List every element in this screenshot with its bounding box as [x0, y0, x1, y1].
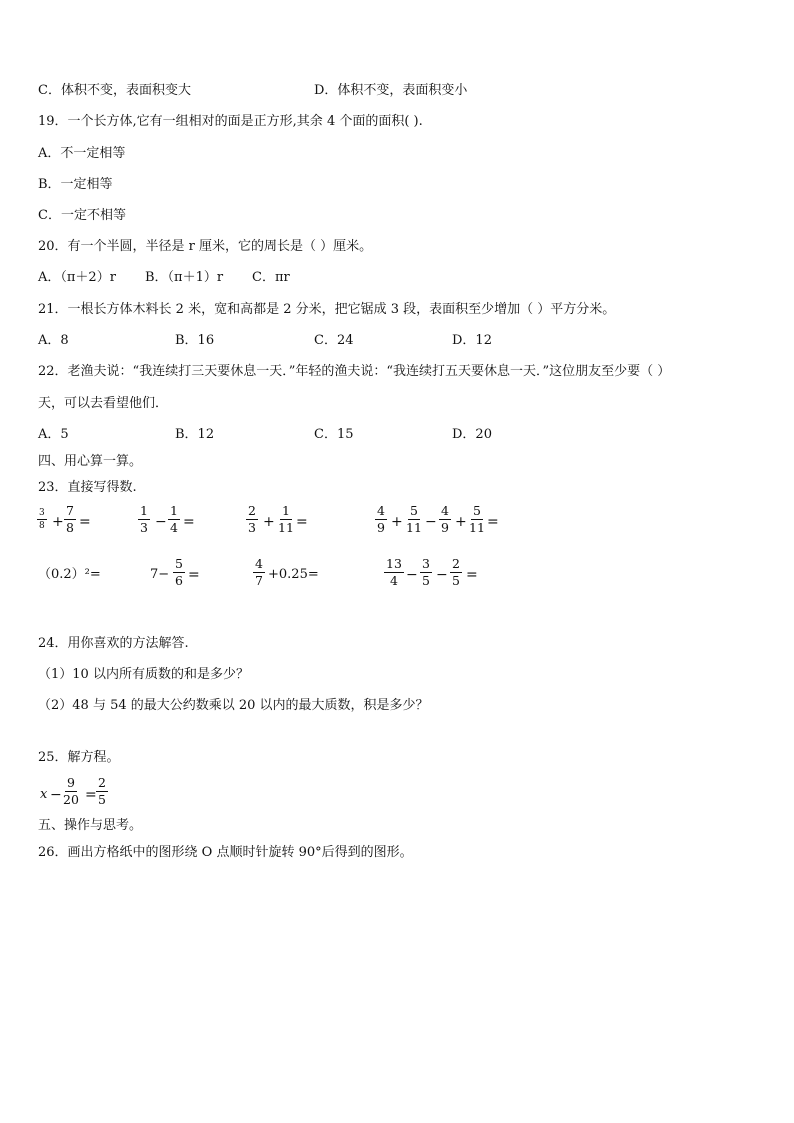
q20-option-c: C．πr [252, 270, 290, 285]
q26-stem: 26．画出方格纸中的图形绕 O 点顺时针旋转 90°后得到的图形。 [38, 845, 413, 860]
q19-option-b: B．一定相等 [38, 177, 113, 192]
minus-sign: − [425, 514, 437, 530]
frac-7-8: $\frac{7}{8}$ [66, 503, 74, 535]
q22-option-d: D．20 [452, 427, 492, 442]
q18-option-c: C．体积不变，表面积变大 [38, 83, 191, 98]
plus-sign: + [52, 514, 64, 530]
frac-9-20: $\frac{9}{20}$ [63, 775, 79, 807]
minus-sign: − [406, 567, 418, 583]
q21-option-a: A．8 [38, 333, 69, 348]
frac-1-4: $\frac{1}{4}$ [170, 503, 178, 535]
frac-3-5: $\frac{3}{5}$ [422, 556, 430, 588]
frac-2-5: $\frac{2}{5}$ [98, 775, 106, 807]
q24-part-2: （2）48 与 54 的最大公约数乘以 20 以内的最大质数，积是多少？ [38, 698, 429, 713]
equals-sign: = [466, 567, 478, 583]
q24-stem: 24．用你喜欢的方法解答. [38, 636, 189, 651]
q22-option-a: A．5 [38, 427, 69, 442]
q19-option-c: C．一定不相等 [38, 208, 126, 223]
expr-0-2-squared: （0.2）²= [38, 567, 101, 582]
q20-stem: 20．有一个半圆，半径是 r 厘米，它的周长是（ ）厘米。 [38, 239, 373, 254]
q22-stem-line2: 天，可以去看望他们． [38, 396, 169, 411]
frac-13-4: $\frac{13}{4}$ [386, 556, 402, 588]
frac-5-6: $\frac{5}{6}$ [175, 556, 183, 588]
frac-4-9: $\frac{4}{9}$ [377, 503, 385, 535]
equals-sign: = [85, 787, 97, 803]
frac-1-11: $\frac{1}{11}$ [278, 503, 294, 535]
plus-sign: + [263, 514, 275, 530]
q23-stem: 23．直接写得数. [38, 480, 137, 495]
frac-4-9: $\frac{4}{9}$ [441, 503, 449, 535]
q22-stem-line1: 22．老渔夫说：“我连续打三天要休息一天．”年轻的渔夫说：“我连续打五天要休息一天．”这位朋友至少要（ ） [38, 364, 671, 379]
q25-stem: 25．解方程。 [38, 750, 120, 765]
q19-option-a: A．不一定相等 [38, 146, 126, 161]
q21-option-c: C．24 [314, 333, 354, 348]
frac-1-3: $\frac{1}{3}$ [140, 503, 148, 535]
q21-option-b: B．16 [175, 333, 215, 348]
frac-5-11: $\frac{5}{11}$ [406, 503, 422, 535]
equals-sign: = [487, 514, 499, 530]
q24-part-1: （1）10 以内所有质数的和是多少？ [38, 667, 249, 682]
q21-option-d: D．12 [452, 333, 492, 348]
q22-option-c: C．15 [314, 427, 354, 442]
section-5-heading: 五、操作与思考。 [38, 818, 143, 833]
frac-5-11: $\frac{5}{11}$ [469, 503, 485, 535]
frac-3-8: $\frac{3}{8}$ [39, 508, 45, 531]
q22-option-b: B．12 [175, 427, 215, 442]
plus-sign: + [455, 514, 467, 530]
whole-7-minus: 7− [150, 567, 170, 582]
plus-sign: + [391, 514, 403, 530]
equals-sign: = [183, 514, 195, 530]
minus-sign: − [436, 567, 448, 583]
section-4-heading: 四、用心算一算。 [38, 454, 143, 469]
minus-sign: − [50, 787, 62, 803]
frac-4-7: $\frac{4}{7}$ [255, 556, 263, 588]
equals-sign: = [79, 514, 91, 530]
equals-sign: = [296, 514, 308, 530]
frac-2-5: $\frac{2}{5}$ [452, 556, 460, 588]
minus-sign: − [155, 514, 167, 530]
q20-option-b: B．（π＋1）r [145, 270, 224, 285]
frac-2-3: $\frac{2}{3}$ [248, 503, 256, 535]
equals-sign: = [188, 567, 200, 583]
q21-stem: 21．一根长方体木料长 2 米，宽和高都是 2 分米，把它锯成 3 段，表面积至少增加（ ）平方分米。 [38, 302, 616, 317]
plus-0-25-equals: +0.25= [268, 567, 319, 582]
q19-stem: 19．一个长方体,它有一组相对的面是正方形,其余 4 个面的面积( ). [38, 114, 423, 129]
q20-option-a: A．（π＋2）r [38, 270, 116, 285]
variable-x: x [40, 787, 48, 802]
q18-option-d: D．体积不变，表面积变小 [314, 83, 468, 98]
